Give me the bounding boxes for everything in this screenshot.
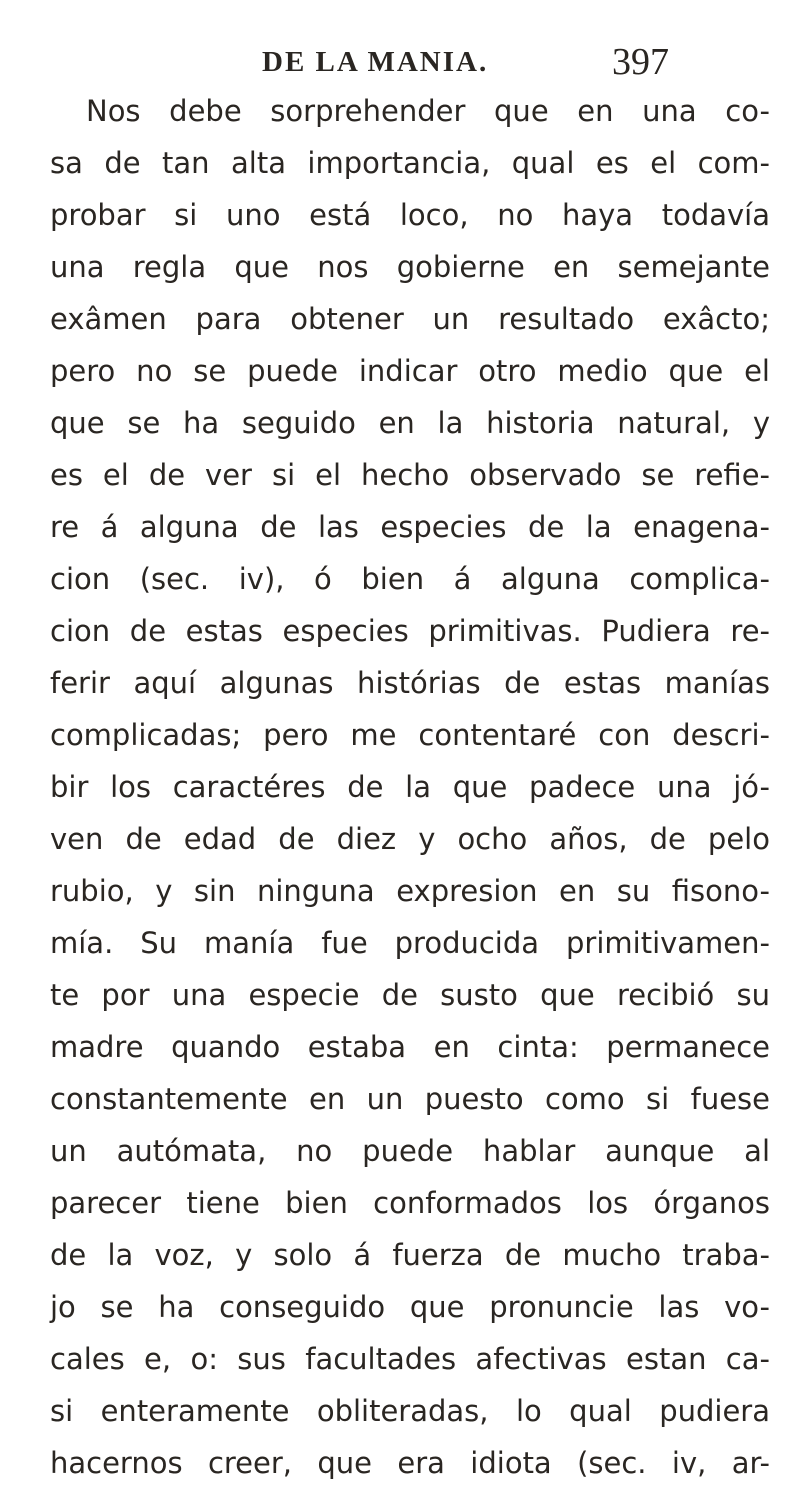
text-line: hacernos creer, que era idiota (sec. iv, ar- [50,1446,770,1480]
text-line: parecer tiene bien conformados los órganos [50,1186,770,1220]
running-head [0,40,800,86]
text-line: cion de estas especies primitivas. Pudiera re- [50,614,770,648]
text-line: complicadas; pero me contentaré con descri- [50,718,770,752]
text-line: una regla que nos gobierne en semejante [50,250,770,284]
text-line: mía. Su manía fue producida primitivamen- [50,926,770,960]
text-line: sa de tan alta importancia, qual es el com- [50,146,770,180]
text-line: re á alguna de las especies de la enagena- [50,510,770,544]
body-text [50,85,770,1489]
text-line: si enteramente obliteradas, lo qual pudiera [50,1394,770,1428]
text-line: un autómata, no puede hablar aunque al [50,1134,770,1168]
text-line: exâmen para obtener un resultado exâcto; [50,302,770,336]
text-line: jo se ha conseguido que pronuncie las vo- [50,1290,770,1324]
running-head-title: DE LA MANIA. [262,46,489,78]
text-line: ven de edad de diez y ocho años, de pelo [50,822,770,856]
text-line: pero no se puede indicar otro medio que el [50,354,770,388]
text-line: constantemente en un puesto como si fuese [50,1082,770,1116]
text-line: Nos debe sorprehender que en una co- [86,94,770,128]
text-line: es el de ver si el hecho observado se refie- [50,458,770,492]
text-line: ferir aquí algunas histórias de estas manías [50,666,770,700]
text-line: de la voz, y solo á fuerza de mucho traba- [50,1238,770,1272]
text-line: probar si uno está loco, no haya todavía [50,198,770,232]
text-line: te por una especie de susto que recibió su [50,978,770,1012]
text-line: cales e, o: sus facultades afectivas estan ca- [50,1342,770,1376]
text-line: que se ha seguido en la historia natural, y [50,406,770,440]
text-line: madre quando estaba en cinta: permanece [50,1030,770,1064]
text-line: bir los caractéres de la que padece una jó- [50,770,770,804]
text-line: cion (sec. iv), ó bien á alguna complica- [50,562,770,596]
page-number: 397 [612,41,669,83]
text-line: rubio, y sin ninguna expresion en su fisono- [50,874,770,908]
